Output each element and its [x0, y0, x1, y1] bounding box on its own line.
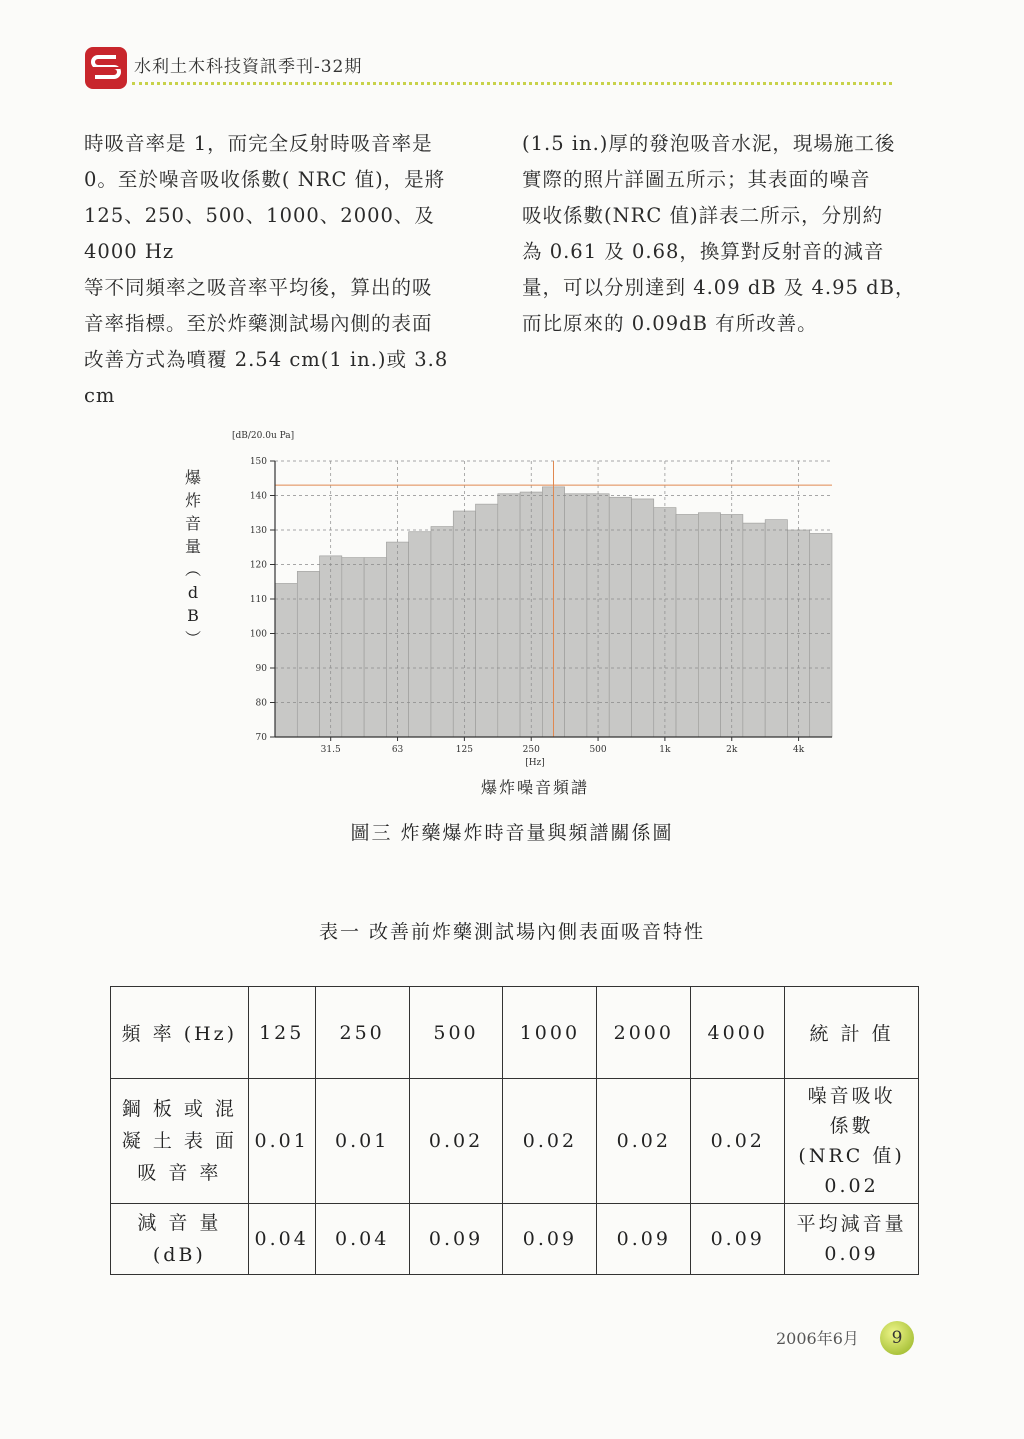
row-label-line: 減 音 量	[137, 1212, 222, 1234]
stat-line: (NRC 值)	[798, 1145, 905, 1167]
table-header-cell: 250	[315, 987, 409, 1079]
row-label	[111, 1204, 249, 1275]
body-line: 0。至於噪音吸收係數( NRC 值)，是將	[84, 168, 446, 191]
journal-title: 水利土木科技資訊季刊-32期	[134, 57, 363, 77]
chart-ylabel-char: 爆	[184, 468, 202, 487]
row-label-line: (dB)	[152, 1244, 206, 1266]
header-dotted-line	[132, 82, 892, 85]
chart-bar	[631, 499, 653, 737]
row-label-line: 吸 音 率	[137, 1162, 222, 1184]
chart-bar	[342, 558, 364, 737]
chart-ylabel-char: （	[183, 560, 202, 578]
table-cell: 0.09	[409, 1204, 503, 1275]
table-header-cell: 125	[248, 987, 315, 1079]
chart-ytick-label: 80	[255, 698, 267, 709]
chart-ylabel-char: 量	[184, 537, 202, 556]
table-header-cell: 頻 率 (Hz)	[111, 987, 249, 1079]
body-line: 而比原來的 0.09dB 有所改善。	[522, 312, 818, 335]
chart-xtick-label: 4k	[792, 745, 805, 755]
body-line: 實際的照片詳圖五所示；其表面的噪音	[522, 168, 871, 191]
chart-ylabel-char: d	[187, 583, 199, 602]
chart-xtick-label: 500	[589, 745, 607, 755]
chart-bar	[275, 583, 297, 737]
body-line: 量，可以分別達到 4.09 dB 及 4.95 dB，	[522, 276, 916, 299]
chart-ytick-label: 90	[255, 664, 267, 674]
table-cell: 0.09	[503, 1204, 597, 1275]
chart-ytick-label: 140	[249, 491, 267, 502]
chart-xlabel: 爆炸噪音頻譜	[480, 778, 590, 797]
chart-bar	[743, 523, 765, 737]
chart-bar	[297, 571, 319, 737]
chart-xtick-label: 1k	[659, 745, 671, 755]
chart-xtick-label: 250	[522, 745, 540, 755]
journal-logo-icon	[84, 46, 128, 90]
chart-ylabel-char: 音	[184, 514, 202, 533]
table-header-cell: 統 計 值	[785, 987, 919, 1079]
page-number: 9	[880, 1321, 914, 1355]
chart-ytick-label: 130	[249, 526, 267, 536]
body-line: 125、250、500、1000、2000、及 4000 Hz	[84, 204, 435, 263]
absorption-table	[110, 986, 919, 1275]
chart-bar	[476, 504, 498, 737]
chart-ylabel-char: 炸	[184, 491, 202, 510]
chart-ytick-label: 70	[255, 733, 267, 743]
table-row	[111, 1204, 919, 1275]
stat-line: 0.09	[824, 1243, 879, 1265]
stat-line: 0.02	[824, 1175, 879, 1197]
row-label-line: 凝 土 表 面	[121, 1130, 237, 1152]
body-line: 為 0.61 及 0.68，換算對反射音的減音	[522, 240, 885, 263]
table-caption: 表一 改善前炸藥測試場內側表面吸音特性	[318, 921, 706, 943]
table-cell: 0.02	[691, 1079, 785, 1204]
page-header	[84, 46, 894, 96]
chart-x-unit: [Hz]	[525, 758, 545, 768]
table-cell: 0.04	[315, 1204, 409, 1275]
stat-cell	[785, 1079, 919, 1204]
stat-line: 平均減音量	[796, 1213, 907, 1235]
chart-xtick-label: 2k	[726, 745, 738, 755]
chart-bar	[609, 497, 631, 737]
table-header-cell: 2000	[597, 987, 691, 1079]
chart-bar	[810, 533, 832, 737]
issue-date: 2006年6月	[776, 1329, 859, 1348]
body-line: 等不同頻率之吸音率平均後，算出的吸	[84, 276, 433, 299]
chart-xtick-label: 63	[391, 745, 404, 755]
chart-bar	[409, 532, 431, 737]
chart-ylabel	[183, 468, 202, 646]
table-cell: 0.01	[248, 1079, 315, 1204]
chart-ytick-label: 100	[249, 629, 267, 640]
left-text-column	[84, 126, 484, 414]
row-label-line: 鋼 板 或 混	[121, 1098, 237, 1120]
body-line: 改善方式為噴覆 2.54 cm(1 in.)或 3.8 cm	[84, 348, 449, 407]
table-cell: 0.09	[691, 1204, 785, 1275]
table-cell: 0.01	[315, 1079, 409, 1204]
chart-ylabel-char: ）	[183, 629, 202, 647]
chart-ylabel-char: B	[187, 606, 199, 625]
row-label	[111, 1079, 249, 1204]
chart-bar	[765, 520, 787, 737]
table-cell: 0.02	[503, 1079, 597, 1204]
chart-xtick-label: 125	[455, 745, 473, 755]
chart-bar	[364, 558, 386, 737]
chart-bar	[676, 514, 698, 737]
chart-ytick-label: 150	[249, 457, 267, 467]
figure-caption: 圖三 炸藥爆炸時音量與頻譜關係圖	[350, 822, 674, 844]
chart-bar	[431, 527, 453, 737]
stat-line: 係數	[829, 1115, 874, 1137]
table-row	[111, 1079, 919, 1204]
chart-ytick-label: 120	[249, 560, 267, 571]
body-line: 音率指標。至於炸藥測試場內側的表面	[84, 312, 433, 335]
table-cell: 0.02	[597, 1079, 691, 1204]
table-cell: 0.09	[597, 1204, 691, 1275]
table-header-row	[111, 987, 919, 1079]
body-line: 吸收係數(NRC 值)詳表二所示，分別約	[522, 204, 884, 227]
chart-bar	[698, 513, 720, 737]
stat-cell	[785, 1204, 919, 1275]
chart-unit-label: [dB/20.0u Pa]	[232, 431, 295, 441]
chart-xtick-label: 31.5	[320, 745, 341, 755]
table-header-cell: 500	[409, 987, 503, 1079]
spectrum-chart	[170, 425, 850, 805]
table-header-cell: 1000	[503, 987, 597, 1079]
body-line: 時吸音率是 1，而完全反射時吸音率是	[84, 132, 433, 155]
table-cell: 0.02	[409, 1079, 503, 1204]
right-text-column	[522, 126, 922, 342]
body-line: (1.5 in.)厚的發泡吸音水泥，現場施工後	[522, 132, 896, 155]
table-header-cell: 4000	[691, 987, 785, 1079]
table-cell: 0.04	[248, 1204, 315, 1275]
stat-line: 噪音吸收	[807, 1085, 896, 1107]
chart-ytick-label: 110	[249, 595, 267, 605]
